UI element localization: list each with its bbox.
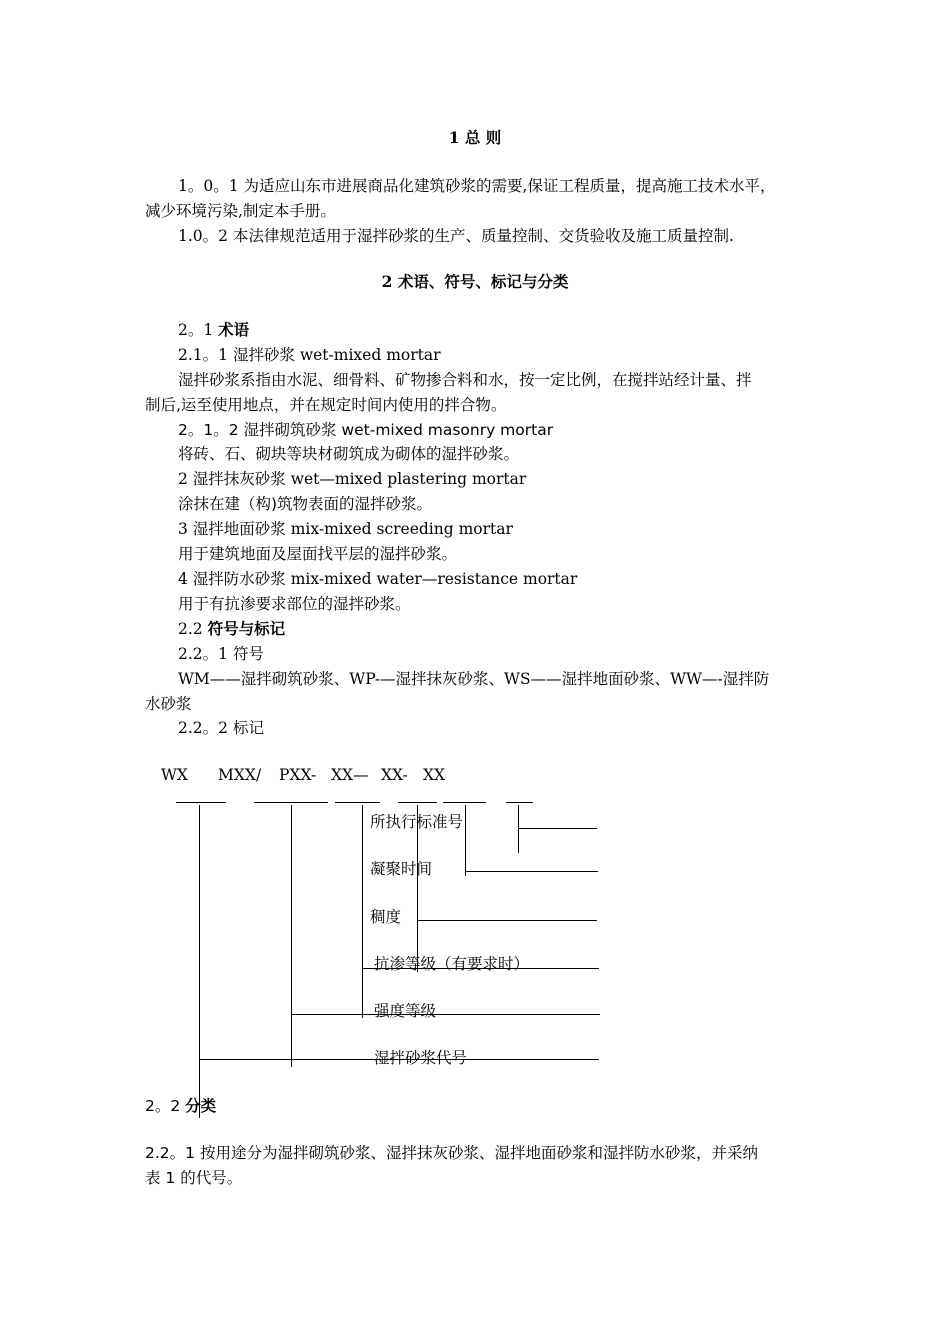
code-xx-2: XX-: [381, 766, 408, 784]
paragraph-1-0-1-line1: 1。0。1 为适应山东市进展商品化建筑砂浆的需要,保证工程质量，提高施工技术水平，: [178, 177, 776, 195]
connector-xx-2: [465, 805, 466, 876]
paragraph-2-2-1-line1: 2.2。1 按用途分为湿拌砌筑砂浆、湿拌抹灰砂浆、湿拌地面砂浆和湿拌防水砂浆，并采纳: [145, 1144, 758, 1162]
code-xx-1: XX—: [331, 766, 369, 784]
leader-consistency: [417, 920, 597, 921]
paragraph-2-2-1-line2: 表 1 的代号。: [145, 1169, 243, 1187]
heading-terms-symbols: 2 术语、符号、标记与分类: [381, 272, 569, 291]
paragraph-1-0-2: 1.0。2 本法律规范适用于湿拌砂浆的生产、质量控制、交货验收及施工质量控制.: [178, 227, 734, 245]
term-water-resistance: 4 湿拌防水砂浆 mix-mixed water—resistance mortar: [178, 570, 578, 588]
underline-xx-3: [506, 802, 533, 803]
definition-plastering: 涂抹在建（构)筑物表面的湿拌砂浆。: [178, 495, 433, 513]
term-screeding: 3 湿拌地面砂浆 mix-mixed screeding mortar: [178, 520, 513, 538]
code-wx: WX: [161, 766, 188, 784]
underline-pxx: [335, 802, 380, 803]
symbols-line2: 水砂浆: [145, 695, 192, 713]
label-consistency: 稠度: [370, 908, 402, 926]
definition-2-1-1-line1: 湿拌砂浆系指由水泥、细骨料、矿物掺合料和水，按一定比例，在搅拌站经计量、拌: [178, 371, 752, 389]
symbols-line1: WM——湿拌砌筑砂浆、WP-—湿拌抹灰砂浆、WS——湿拌地面砂浆、WW—-湿拌防: [178, 670, 770, 688]
underline-xx-2: [443, 802, 486, 803]
label-mortar-code: 湿拌砂浆代号: [374, 1049, 468, 1067]
code-mxx: MXX/: [218, 766, 262, 784]
underline-mxx: [254, 802, 328, 803]
section-title: 术语: [218, 321, 250, 339]
section-title: 符号与标记: [207, 620, 286, 638]
definition-screeding: 用于建筑地面及屋面找平层的湿拌砂浆。: [178, 545, 458, 563]
leader-setting-time: [465, 871, 598, 872]
section-number: 2.2: [178, 620, 208, 638]
definition-water-resistance: 用于有抗渗要求部位的湿拌砂浆。: [178, 595, 411, 613]
underline-wx: [176, 802, 226, 803]
term-plastering: 2 湿拌抹灰砂浆 wet—mixed plastering mortar: [178, 470, 527, 488]
connector-wx: [199, 805, 200, 1118]
section-2-1-heading: [178, 320, 249, 340]
connector-pxx: [362, 805, 363, 1018]
code-xx-3: XX: [423, 766, 446, 784]
leader-standard-no: [518, 828, 597, 829]
subsection-2-2-1: 2.2。1 符号: [178, 645, 264, 663]
definition-2-1-2: 将砖、石、砌块等块材砌筑成为砌体的湿拌砂浆。: [178, 445, 520, 463]
subsection-2-2-2: 2.2。2 标记: [178, 719, 264, 737]
underline-xx-1: [398, 802, 437, 803]
term-2-1-2: 2。1。2 湿拌砌筑砂浆 wet-mixed masonry mortar: [178, 421, 554, 439]
heading-general-provisions: 1 总 则: [448, 128, 502, 147]
label-setting-time: 凝聚时间: [370, 860, 433, 878]
section-classification-heading: [145, 1096, 216, 1116]
definition-2-1-1-line2: 制后,运至使用地点，并在规定时间内使用的拌合物。: [145, 396, 507, 414]
connector-xx-3: [518, 805, 519, 853]
section-number: 2。1: [178, 321, 219, 339]
section-2-2-heading: [178, 619, 285, 639]
leader-strength: [291, 1014, 600, 1015]
label-strength: 强度等级: [374, 1002, 437, 1020]
paragraph-1-0-1-line2: 减少环境污染,制定本手册。: [145, 202, 336, 220]
code-pxx: PXX-: [279, 766, 317, 784]
label-impermeability: 抗渗等级（有要求时）: [374, 955, 530, 973]
connector-mxx: [291, 805, 292, 1067]
label-standard-no: 所执行标准号: [370, 813, 464, 831]
term-2-1-1: 2.1。1 湿拌砂浆 wet-mixed mortar: [178, 346, 441, 364]
section-number: 2。2: [145, 1097, 186, 1115]
section-title: 分类: [185, 1097, 217, 1115]
